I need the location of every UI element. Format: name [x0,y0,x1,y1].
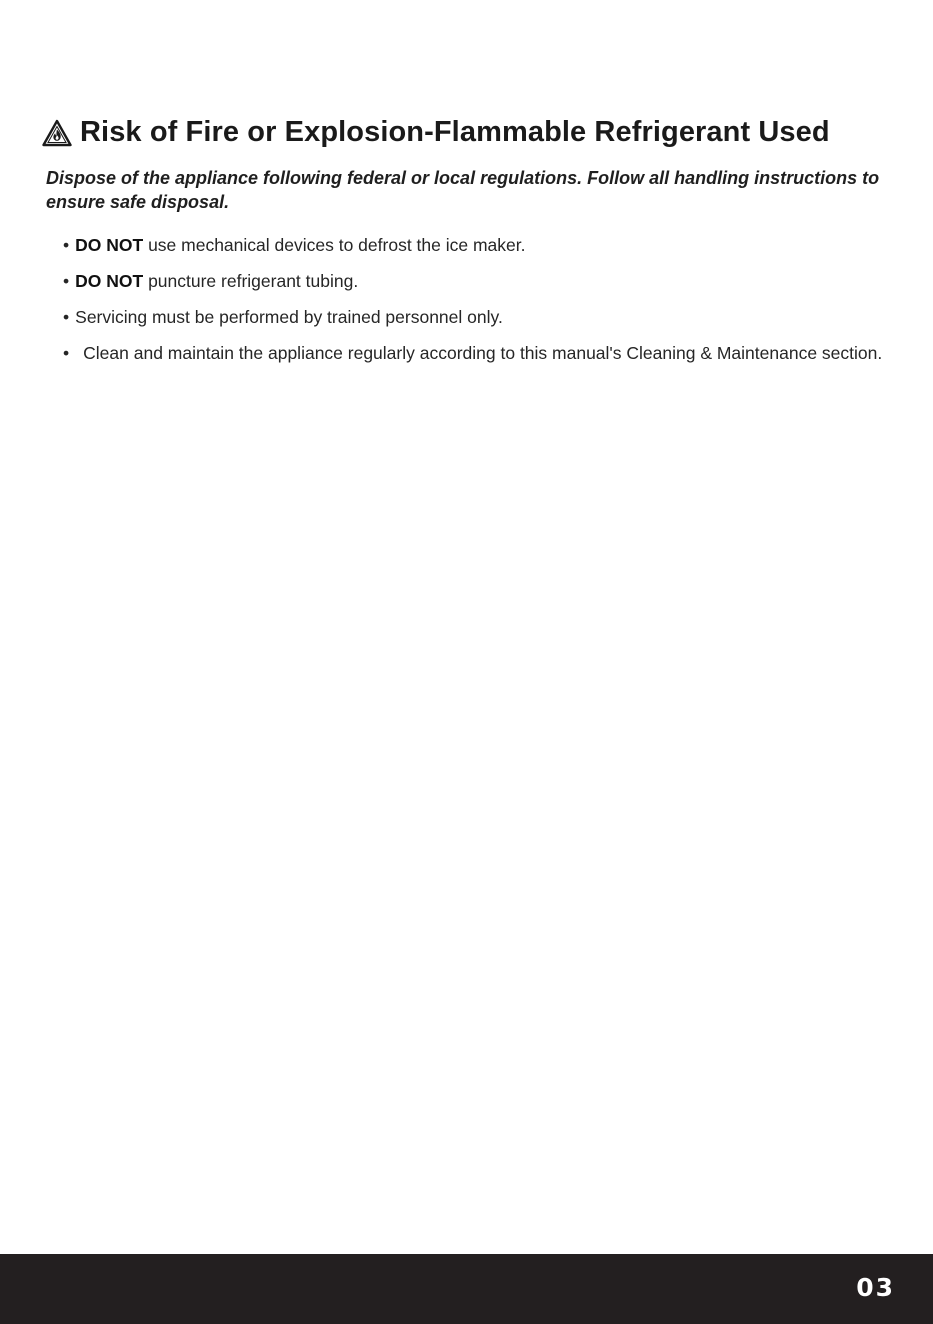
item-text: use mechanical devices to defrost the ice maker. [143,235,526,255]
list-item [63,305,883,329]
bullet-marker: • [63,271,70,291]
emphasis-text: DO NOT [75,235,144,255]
emphasis-text: DO NOT [75,271,144,291]
item-text: Servicing must be performed by trained personnel only. [75,307,503,327]
page-number: 03 [856,1273,895,1302]
section-heading [42,116,830,149]
list-item [63,341,883,365]
bullet-marker: • [63,235,70,255]
bullet-marker: • [63,307,70,327]
list-item [63,269,883,293]
disposal-instructions: Dispose of the appliance following federal or local regulations. Follow all handling instructions to ensure safe disposal. [46,168,880,212]
item-text: Clean and maintain the appliance regularly according to this manual's Cleaning & Maintenance section. [83,343,883,363]
safety-list [63,233,883,377]
section-title: Risk of Fire or Explosion-Flammable Refrigerant Used [80,116,830,148]
flammable-warning-icon [42,119,72,147]
footer-bar [0,1254,933,1324]
list-item [63,233,883,257]
bullet-marker: • [63,343,70,363]
item-text: puncture refrigerant tubing. [143,271,359,291]
